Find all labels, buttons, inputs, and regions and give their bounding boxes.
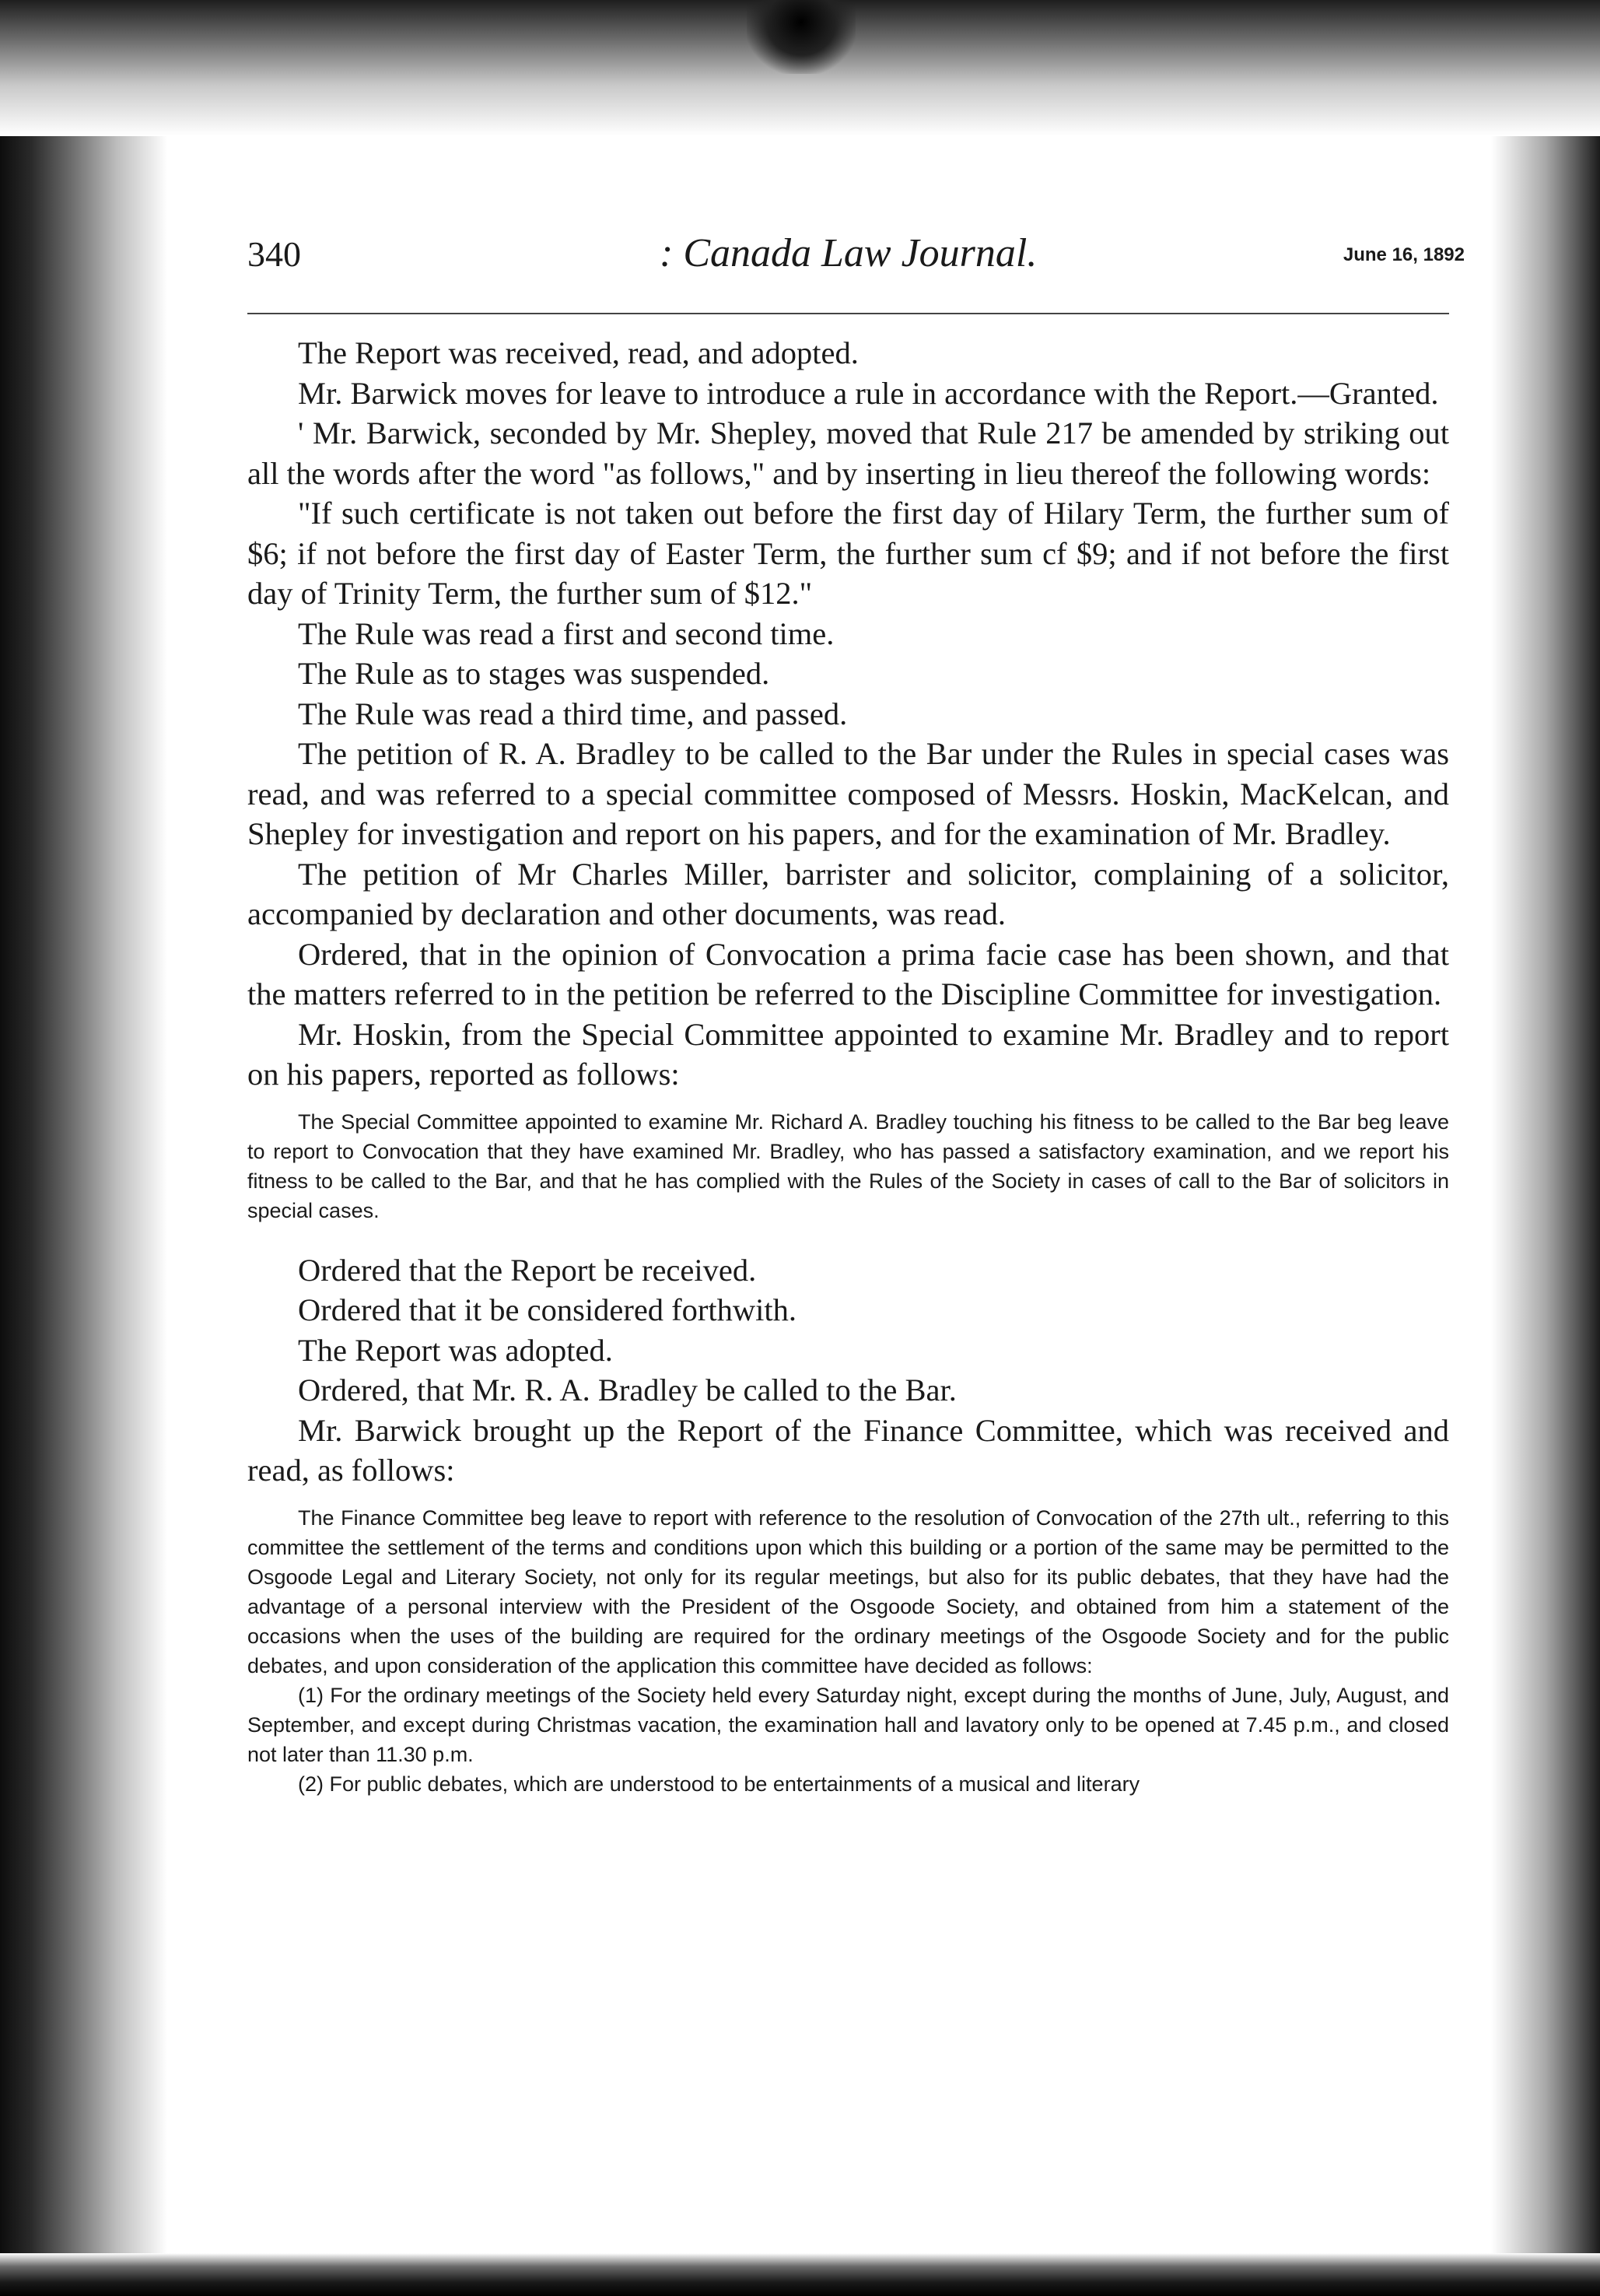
finance-report-item: (1) For the ordinary meetings of the Society held every Saturday night, except during the months of June, July, August, and September, and except during Christmas vacation, the examination hall and lavatory only to be opened at 7.45 p.m., and closed not later than 11.30 p.m.	[247, 1683, 1449, 1766]
paragraph: The Rule was read a third time, and passed.	[298, 696, 848, 731]
scan-border-bottom	[0, 2253, 1600, 2296]
page-header	[247, 226, 1465, 288]
paragraph: Mr. Barwick moves for leave to introduce a rule in accordance with the Report.—Granted.	[298, 375, 1439, 411]
header-rule	[247, 313, 1449, 314]
header-date: June 16, 1892	[1343, 244, 1465, 265]
paragraph: Mr. Hoskin, from the Special Committee appointed to examine Mr. Bradley and to report on his papers, reported as follows:	[247, 1016, 1449, 1092]
paragraph: The petition of Mr Charles Miller, barrister and solicitor, complaining of a solicitor, accompanied by declaration and other documents, was read.	[247, 856, 1449, 931]
paragraph: The Report was received, read, and adopted.	[298, 335, 859, 370]
scan-blot	[747, 0, 856, 74]
finance-report-text: The Finance Committee beg leave to report with reference to the resolution of Convocation of the 27th ult., referring to this committee the settlement of the terms and conditions upon which this building or a portion of the same may be permitted to the Osgoode Legal and Literary Society, not only for its regular meetings, but also for its public debates, that they have had the advantage of a personal interview with the President of the Osgoode Society, and obtained from him a statement of the occasions when the uses of the building are required for the ordinary meetings of the Osgoode Society and for the public debates, and upon consideration of the application this committee have decided as follows:	[247, 1506, 1449, 1677]
finance-report-item: (2) For public debates, which are understood to be entertainments of a musical and literary	[298, 1772, 1140, 1796]
paragraph: The Report was adopted.	[298, 1332, 613, 1368]
journal-page	[247, 226, 1465, 1796]
scan-border-left	[0, 0, 167, 2296]
paragraph: Ordered that it be considered forthwith.	[298, 1292, 797, 1327]
paragraph: Ordered that the Report be received.	[298, 1252, 757, 1288]
paragraph: The petition of R. A. Bradley to be called to the Bar under the Rules in special cases was read, and was referred to a special committee composed of Messrs. Hoskin, MacKelcan, and Shepley for investigation and report on his papers, and for the examination of Mr. Bradley.	[247, 736, 1449, 851]
committee-report-block	[247, 1107, 1449, 1225]
paragraph: Ordered, that Mr. R. A. Bradley be called to the Bar.	[298, 1372, 957, 1407]
paragraph: Ordered, that in the opinion of Convocation a prima facie case has been shown, and that the matters referred to in the petition be referred to the Discipline Committee for investigation.	[247, 936, 1449, 1011]
paragraph: ' Mr. Barwick, seconded by Mr. Shepley, moved that Rule 217 be amended by striking out all the words after the word "as follows," and by inserting in lieu thereof the following words:	[247, 415, 1449, 491]
committee-report-text: The Special Committee appointed to examine Mr. Richard A. Bradley touching his fitness to be called to the Bar beg leave to report to Convocation that they have examined Mr. Bradley, who has passed a satisfactory examination, and we report his fitness to be called to the Bar, and that he has complied with the Rules of the Society in cases of call to the Bar of solicitors in special cases.	[247, 1109, 1449, 1222]
quoted-rule-text: "If such certificate is not taken out before the first day of Hilary Term, the further sum of $6; if not before the first day of Easter Term, the further sum cf $9; and if not before the first day of Trinity Term, the further sum of $12."	[247, 496, 1449, 611]
paragraph: The Rule as to stages was suspended.	[298, 656, 770, 691]
paragraph: The Rule was read a first and second time.	[298, 615, 835, 651]
paragraph: Mr. Barwick brought up the Report of the Finance Committee, which was received and read, as follows:	[247, 1412, 1449, 1488]
scan-border-right	[1491, 0, 1600, 2296]
running-title: : Canada Law Journal.	[660, 231, 1038, 275]
finance-report-block	[247, 1503, 1449, 1799]
page-number: 340	[247, 234, 301, 274]
page-body	[247, 333, 1449, 1799]
